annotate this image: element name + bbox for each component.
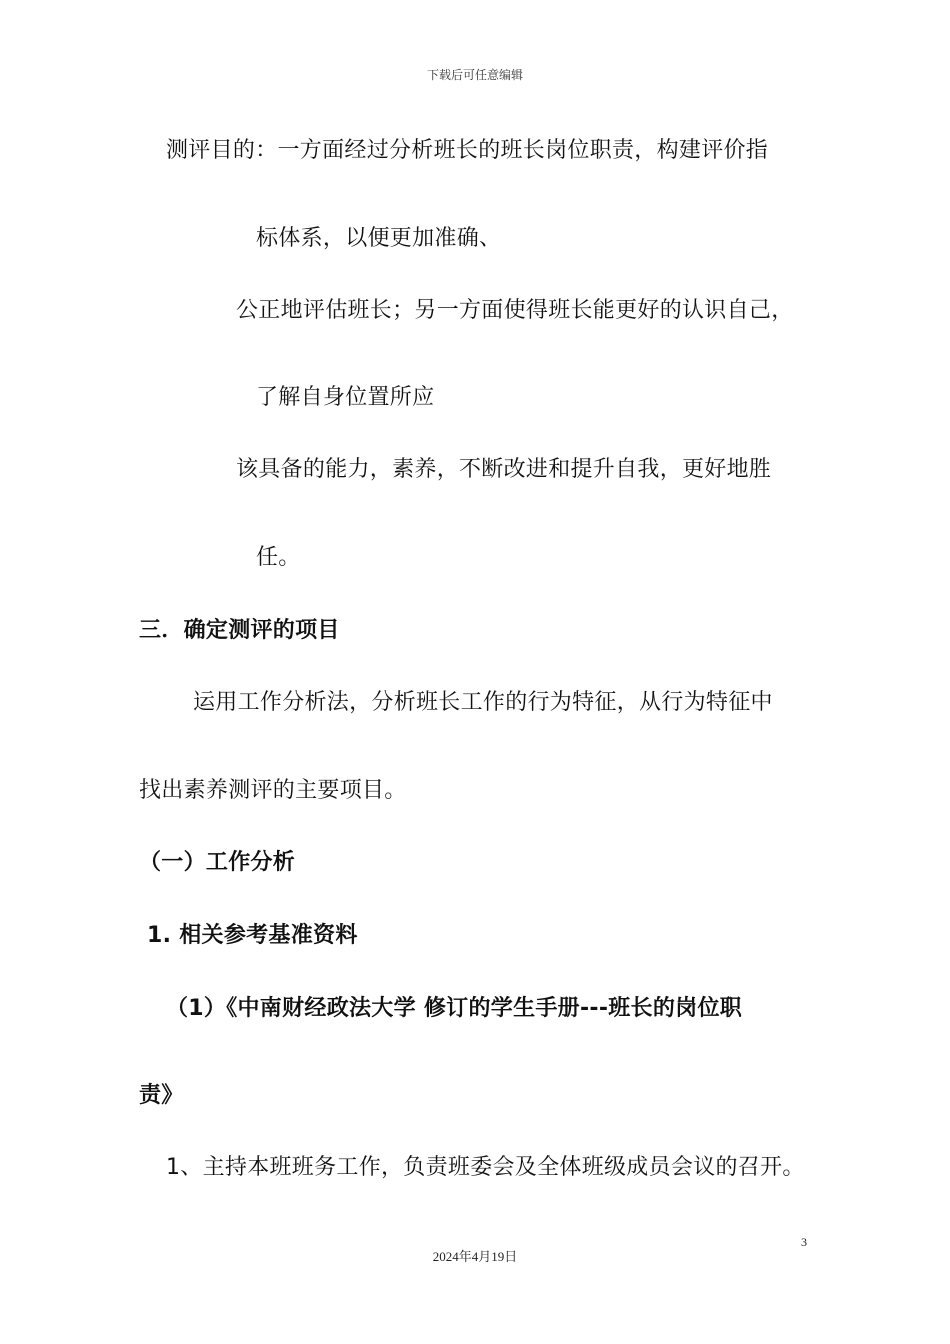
section-three-paragraph-line-2: 找出素养测评的主要项目。 [139,778,407,803]
section-three-heading: 三．确定测评的项目 [139,618,340,643]
reference-title-line-2: 责》 [139,1083,184,1108]
header-note: 下载后可任意编辑 [426,68,523,82]
purpose-line-4: 了解自身位置所应 [256,385,435,410]
purpose-line-2: 标体系，以便更加准确、 [256,226,502,251]
purpose-line-5: 该具备的能力，素养，不断改进和提升自我，更好地胜 [236,457,772,482]
footer-date: 2024年4月19日 [432,1249,518,1264]
purpose-line-1: 测评目的：一方面经过分析班长的班长岗位职责，构建评价指 [166,138,769,163]
reference-title-line-1: （1）《中南财经政法大学 修订的学生手册---班长的岗位职 [166,996,743,1021]
subsection-one-heading: （一）工作分析 [139,850,296,875]
purpose-line-6: 任。 [256,545,301,570]
page-number: 3 [801,1235,807,1249]
item-one-heading: 1. 相关参考基准资料 [147,923,358,948]
duty-item-1: 1、主持本班班务工作，负责班委会及全体班级成员会议的召开。 [166,1155,805,1180]
section-three-paragraph-line-1: 运用工作分析法，分析班长工作的行为特征，从行为特征中 [193,690,773,715]
purpose-line-3: 公正地评估班长；另一方面使得班长能更好的认识自己， [236,298,794,323]
